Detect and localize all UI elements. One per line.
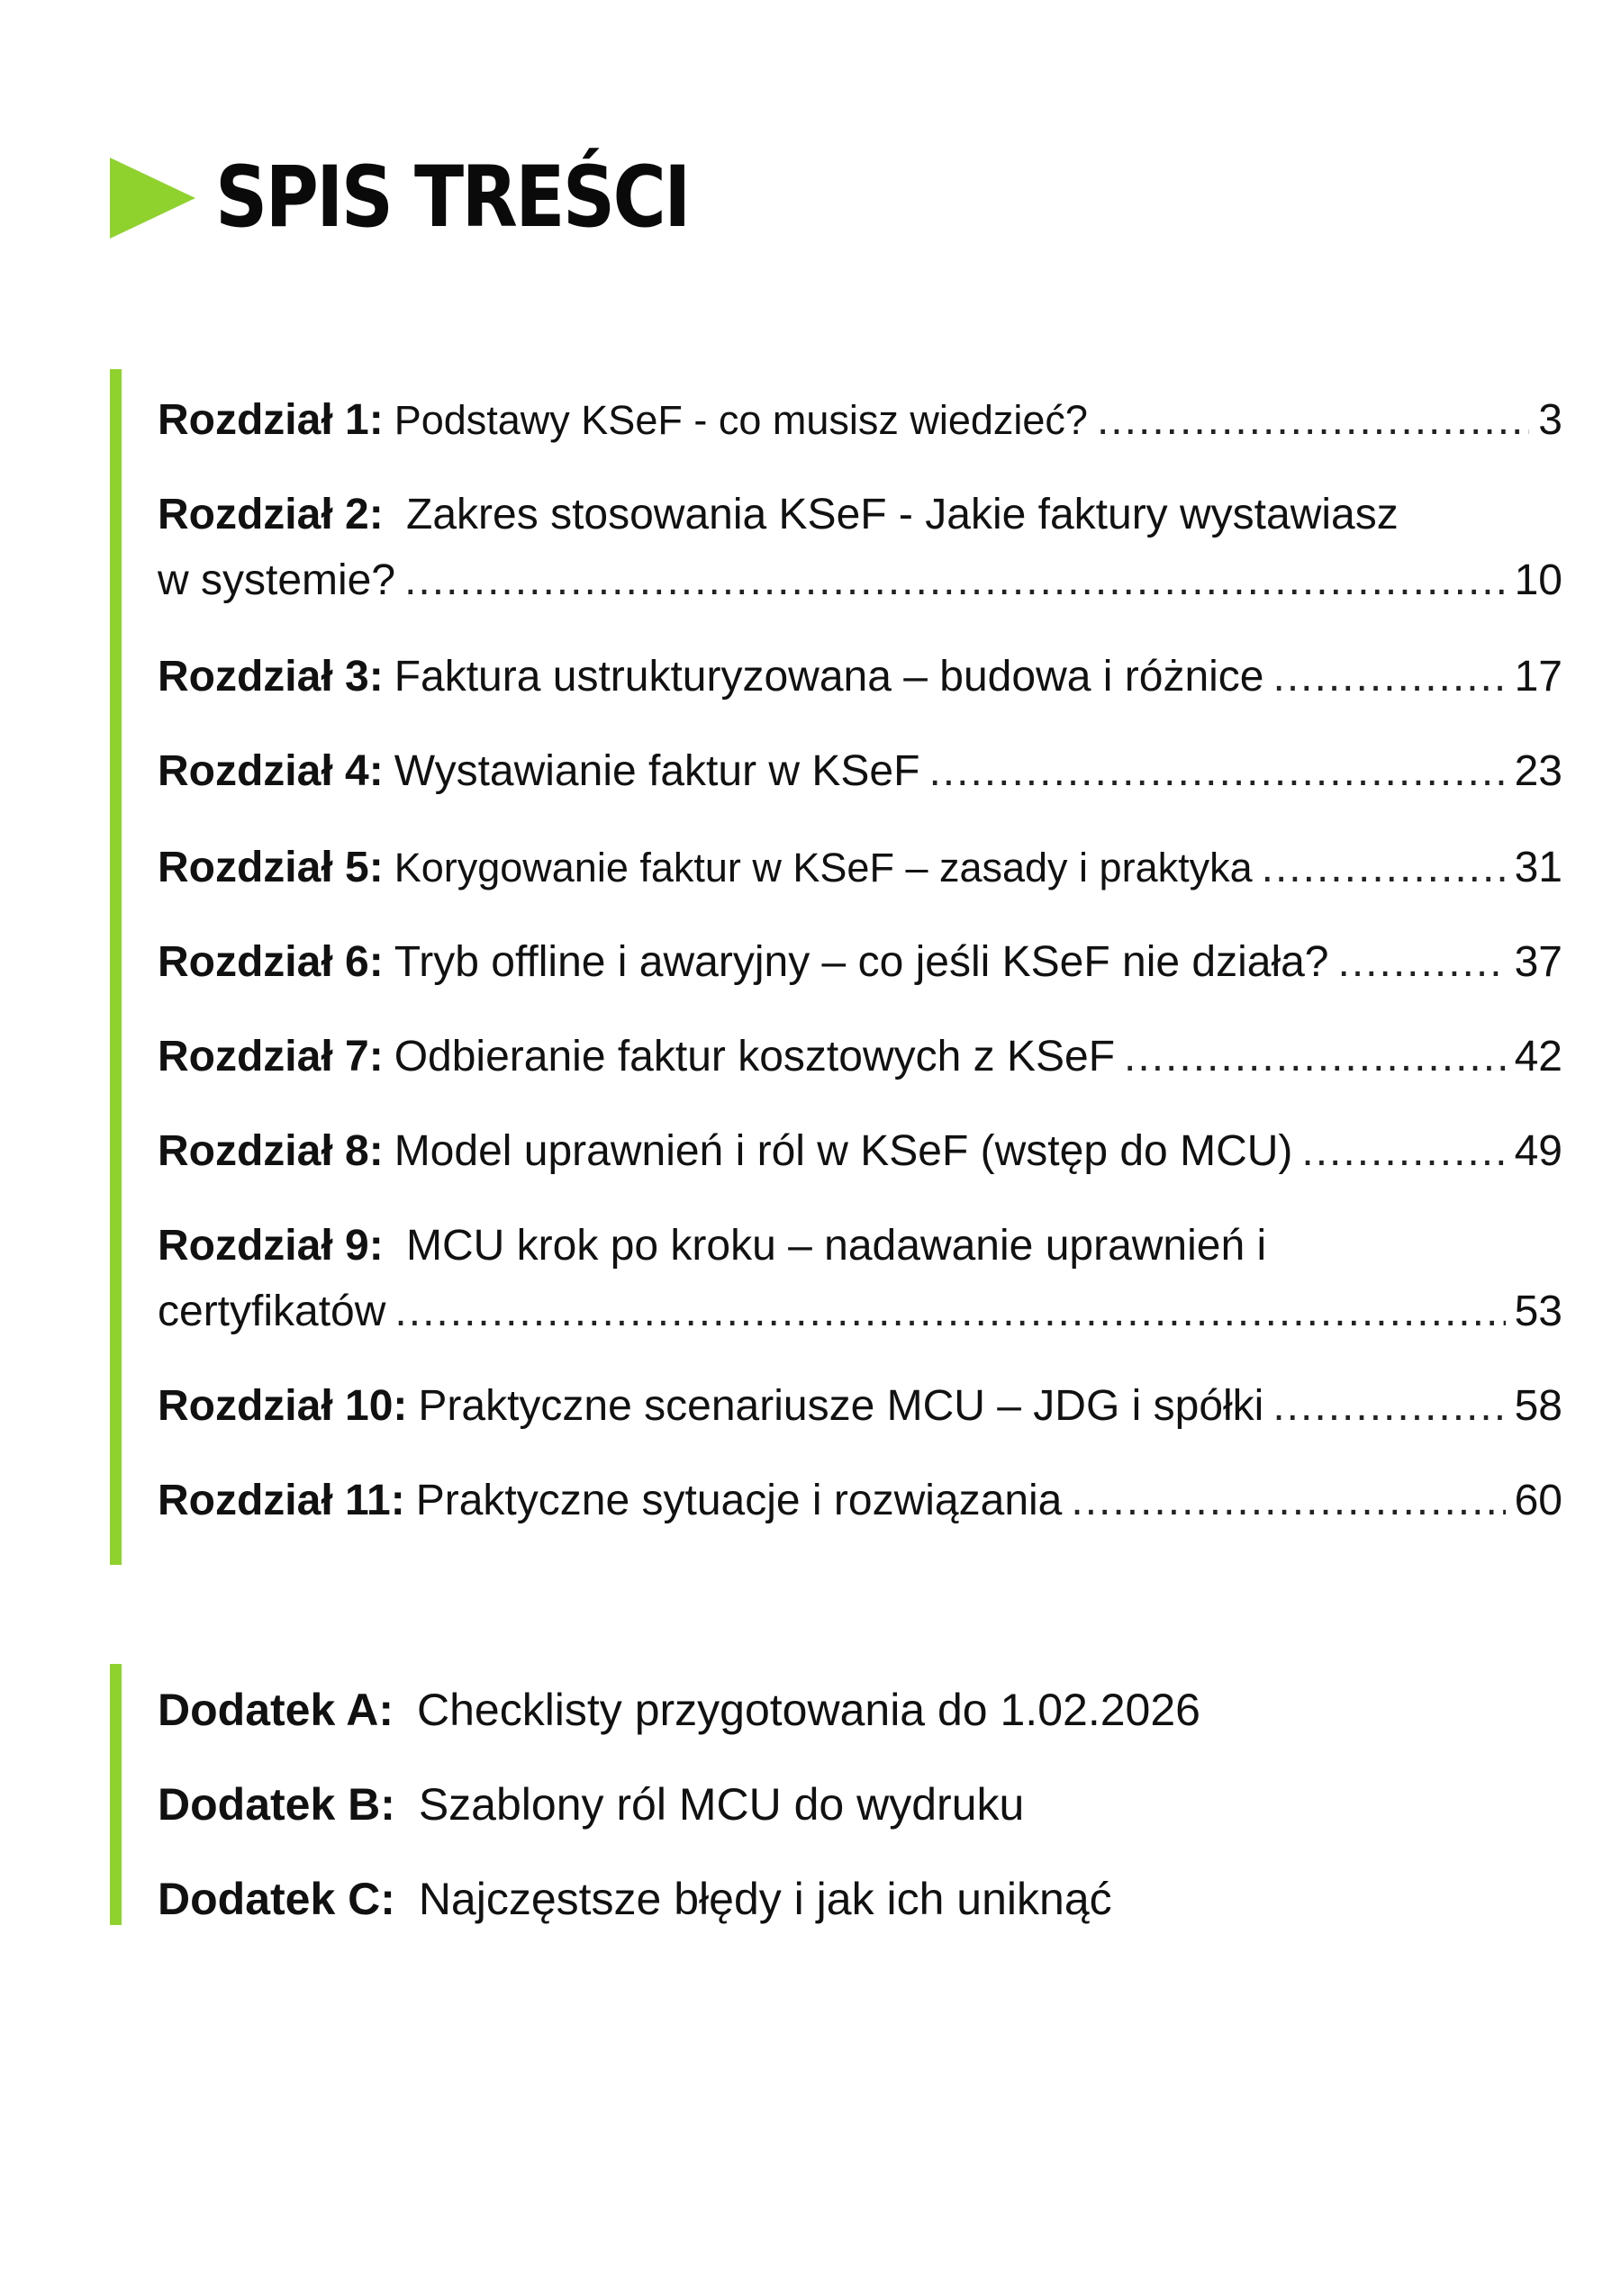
- dot-leader: [1262, 835, 1506, 900]
- dot-leader: [1273, 644, 1506, 710]
- chapter-title: MCU krok po kroku – nadawanie uprawnień i: [406, 1222, 1267, 1270]
- chapter-label: Rozdział 3:: [158, 653, 384, 701]
- page-number: 53: [1514, 1288, 1562, 1335]
- page-number: 37: [1514, 938, 1562, 986]
- chapter-label: Rozdział 1:: [158, 396, 384, 444]
- chapter-title: Zakres stosowania KSeF - Jakie faktury wystawiasz: [406, 491, 1399, 538]
- chapter-title: Wystawianie faktur w KSeF: [394, 747, 920, 795]
- toc-entry-chapter-2[interactable]: [158, 482, 1562, 613]
- chapter-title: Faktura ustrukturyzowana – budowa i różnice: [394, 653, 1264, 701]
- chapter-title: Odbieranie faktur kosztowych z KSeF: [394, 1033, 1116, 1080]
- chapter-title: Praktyczne sytuacje i rozwiązania: [415, 1477, 1063, 1524]
- toc-entry-chapter-4[interactable]: [158, 738, 1562, 804]
- chapter-title: Praktyczne scenariusze MCU – JDG i spółki: [418, 1382, 1264, 1430]
- chapter-title: Podstawy KSeF - co musisz wiedzieć?: [394, 397, 1088, 443]
- toc-entry-chapter-8[interactable]: [158, 1118, 1562, 1184]
- chapter-label: Rozdział 6:: [158, 938, 384, 986]
- page-number: 31: [1514, 844, 1562, 891]
- appendix-title: Szablony ról MCU do wydruku: [418, 1779, 1025, 1830]
- table-of-contents: [110, 369, 1578, 1565]
- page-number: 42: [1514, 1033, 1562, 1080]
- chapter-title: Tryb offline i awaryjny – co jeśli KSeF nie działa?: [394, 938, 1329, 986]
- chapter-title-continued: w systemie?: [158, 556, 396, 604]
- toc-entry-chapter-7[interactable]: [158, 1024, 1562, 1089]
- chapter-title-continued: certyfikatów: [158, 1288, 386, 1335]
- chapter-label: Rozdział 11:: [158, 1477, 405, 1524]
- toc-entry-chapter-10[interactable]: [158, 1373, 1562, 1439]
- appendix-title: Checklisty przygotowania do 1.02.2026: [416, 1685, 1200, 1735]
- page-number: 49: [1514, 1127, 1562, 1175]
- chapter-label: Rozdział 7:: [158, 1033, 384, 1080]
- dot-leader: [1124, 1024, 1506, 1089]
- dot-leader: [1097, 387, 1529, 453]
- page-title: SPIS TREŚCI: [215, 149, 689, 247]
- toc-entry-chapter-5[interactable]: [158, 835, 1562, 900]
- dot-leader: [1071, 1468, 1505, 1533]
- chapter-title: Model uprawnień i ról w KSeF (wstęp do MCU): [394, 1127, 1293, 1175]
- dot-leader: [928, 738, 1505, 804]
- page-number: 23: [1514, 747, 1562, 795]
- toc-entry-chapter-1[interactable]: [158, 387, 1562, 453]
- dot-leader: [1301, 1118, 1505, 1184]
- toc-entry-chapter-11[interactable]: [158, 1468, 1562, 1533]
- appendix-label: Dodatek C:: [158, 1874, 395, 1924]
- toc-entry-chapter-6[interactable]: [158, 929, 1562, 995]
- dot-leader: [1338, 929, 1506, 995]
- page-number: 10: [1514, 556, 1562, 604]
- appendix-title: Najczęstsze błędy i jak ich uniknąć: [418, 1874, 1112, 1924]
- chapter-label: Rozdział 8:: [158, 1127, 384, 1175]
- toc-entry-chapter-9[interactable]: [158, 1213, 1562, 1344]
- chapter-label: Rozdział 9:: [158, 1222, 384, 1270]
- chapter-label: Rozdział 5:: [158, 844, 384, 891]
- toc-entry-appendix-a[interactable]: [158, 1677, 1200, 1743]
- appendix-label: Dodatek A:: [158, 1685, 394, 1735]
- dot-leader: [404, 547, 1506, 613]
- chapter-label: Rozdział 10:: [158, 1382, 408, 1430]
- play-triangle-icon: [110, 158, 195, 239]
- chapter-title: Korygowanie faktur w KSeF – zasady i praktyka: [394, 845, 1253, 890]
- page-number: 3: [1538, 396, 1562, 444]
- page-header: [110, 149, 765, 248]
- page-number: 60: [1514, 1477, 1562, 1524]
- appendices-list: [110, 1664, 1371, 1925]
- toc-entry-appendix-b[interactable]: [158, 1772, 1024, 1838]
- page-number: 17: [1514, 653, 1562, 701]
- toc-entry-appendix-c[interactable]: [158, 1867, 1112, 1932]
- toc-entry-chapter-3[interactable]: [158, 644, 1562, 710]
- dot-leader: [1272, 1373, 1505, 1439]
- chapter-label: Rozdział 4:: [158, 747, 384, 795]
- appendix-label: Dodatek B:: [158, 1779, 395, 1830]
- dot-leader: [394, 1279, 1505, 1344]
- chapter-label: Rozdział 2:: [158, 491, 384, 538]
- page-number: 58: [1514, 1382, 1562, 1430]
